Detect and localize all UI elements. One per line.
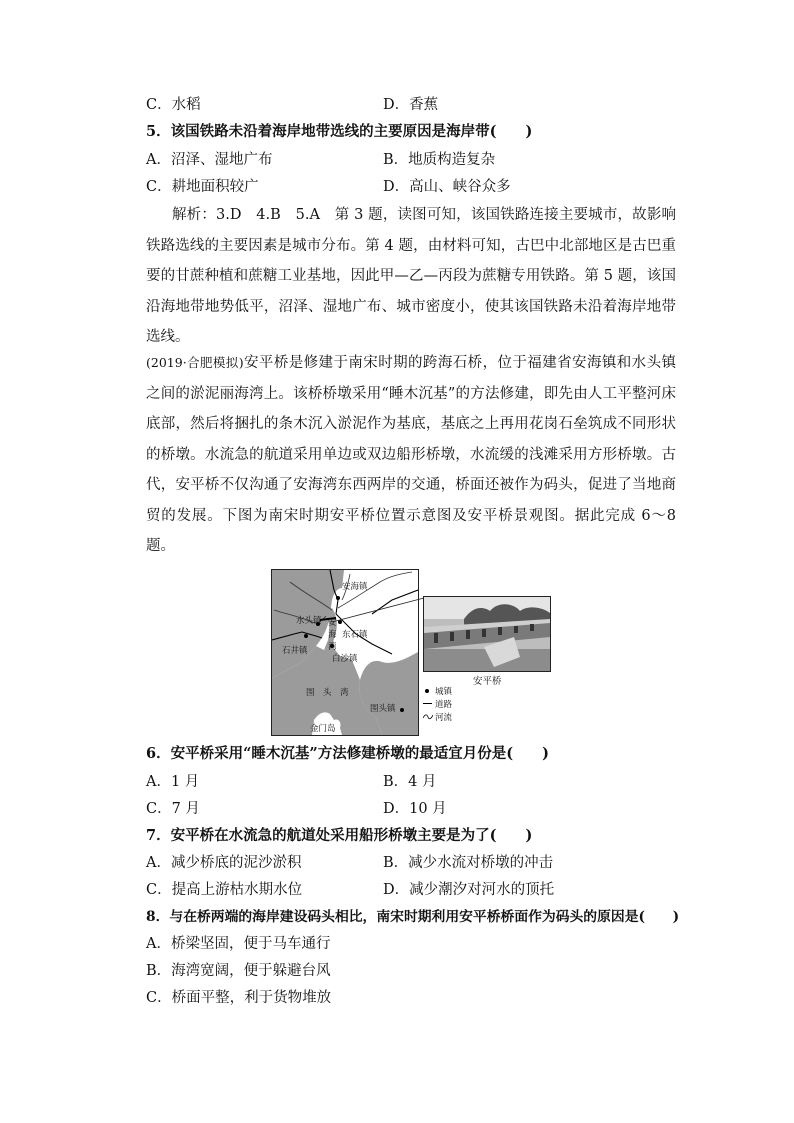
map-label-baisha-town: 白沙镇 bbox=[332, 654, 358, 664]
map-label-weitou-bay: 围 头 湾 bbox=[306, 688, 349, 698]
q6-option-b: B．4 月 bbox=[383, 774, 437, 790]
q7-option-c: C．提高上游枯水期水位 bbox=[146, 882, 303, 898]
q6-option-d: D．10 月 bbox=[383, 801, 447, 817]
passage-paragraph bbox=[146, 348, 676, 562]
analysis-text: 解析：3.D 4.B 5.A 第 3 题，读图可知，该国铁路连接主要城市，故影响铁路选线的主要因素是城市分布。第 4 题，由材料可知，古巴中北部地区是古巴重要的甘蔗种植和蔗糖工业基地，因此甲—乙—丙段为蔗糖专用铁路。第 5 题，该国沿海地带地势低平，沼泽、湿地广布、城市密度小，使其该国铁路未沿着海岸地带选线。 bbox=[146, 207, 676, 345]
bridge-photo-drawing bbox=[424, 597, 550, 671]
q8-option-b: B．海湾宽阔，便于躲避台风 bbox=[146, 963, 331, 979]
map-label-dongshi-town: 东石镇 bbox=[342, 630, 368, 640]
road-line-icon bbox=[423, 703, 432, 705]
town-dot-icon bbox=[425, 689, 429, 693]
q8-option-c: C．桥面平整，利于货物堆放 bbox=[146, 990, 332, 1006]
map-label-wan: 湾 bbox=[328, 642, 337, 652]
legend-town bbox=[423, 685, 452, 697]
q4-option-d: D．香蕉 bbox=[383, 97, 439, 113]
analysis-paragraph bbox=[146, 200, 676, 353]
map-label-hai: 海 bbox=[328, 630, 337, 640]
q5-option-c: C．耕地面积较广 bbox=[146, 179, 259, 195]
river-line-icon bbox=[423, 713, 433, 723]
map-label-jinmen-island: 金门岛 bbox=[310, 724, 336, 734]
q8-option-a: A．桥梁坚固，便于马车通行 bbox=[146, 936, 331, 952]
map-label-an: 安 bbox=[328, 618, 337, 628]
legend-river bbox=[423, 711, 452, 723]
map-label-shuitou-town: 水头镇 bbox=[296, 616, 322, 626]
q5-option-b: B．地质构造复杂 bbox=[383, 152, 496, 168]
photo-caption: 安平桥 bbox=[473, 676, 502, 687]
map-label-shijing-town: 石井镇 bbox=[282, 646, 308, 656]
q6-option-a: A．1 月 bbox=[146, 774, 200, 790]
q7-option-a: A．减少桥底的泥沙淤积 bbox=[146, 855, 302, 871]
legend-road bbox=[423, 698, 452, 710]
q7-stem: 7．安平桥在水流急的航道处采用船形桥墩主要是为了( ) bbox=[146, 827, 533, 844]
anping-bridge-photo bbox=[423, 596, 551, 672]
legend-town-label: 城镇 bbox=[435, 687, 453, 697]
map-legend bbox=[423, 685, 483, 729]
q7-option-b: B．减少水流对桥墩的冲击 bbox=[383, 855, 554, 871]
q7-option-d: D．减少潮汐对河水的顶托 bbox=[383, 882, 555, 898]
map-label-anhai-town: 安海镇 bbox=[342, 582, 368, 592]
q4-option-c: C．水稻 bbox=[146, 97, 201, 113]
q5-option-a: A．沼泽、湿地广布 bbox=[146, 152, 273, 168]
map-label-weitou-town: 围头镇 bbox=[370, 704, 396, 714]
q6-stem: 6．安平桥采用“睡木沉基”方法修建桥墩的最适宜月份是( ) bbox=[146, 745, 549, 762]
passage-text: 安平桥是修建于南宋时期的跨海石桥，位于福建省安海镇和水头镇之间的淤泥丽海湾上。该桥桥墩采用“睡木沉基”的方法修建，即先由人工平整河床底部，然后将捆扎的条木沉入淤泥作为基底，基底之上再用花岗石垒筑成不同形状的桥墩。水流急的航道采用单边或双边船形桥墩，水流缓的浅滩采用方形桥墩。古代，安平桥不仅沟通了安海湾东西两岸的交通，桥面还被作为码头，促进了当地商贸的发展。下图为南宋时期安平桥位置示意图及安平桥景观图。据此完成 6～8 题。 bbox=[146, 355, 676, 554]
q5-option-d: D．高山、峡谷众多 bbox=[383, 179, 511, 195]
passage-source: (2019·合肥模拟) bbox=[146, 355, 244, 370]
legend-river-label: 河流 bbox=[435, 713, 453, 723]
legend-road-label: 道路 bbox=[435, 700, 453, 710]
q6-option-c: C．7 月 bbox=[146, 801, 200, 817]
map-photo-connector bbox=[330, 596, 426, 626]
q8-stem: 8．与在桥两端的海岸建设码头相比，南宋时期利用安平桥桥面作为码头的原因是( ) bbox=[146, 909, 680, 925]
anping-bridge-location-map bbox=[271, 569, 419, 736]
q5-stem: 5．该国铁路未沿着海岸地带选线的主要原因是海岸带( ) bbox=[146, 123, 533, 140]
